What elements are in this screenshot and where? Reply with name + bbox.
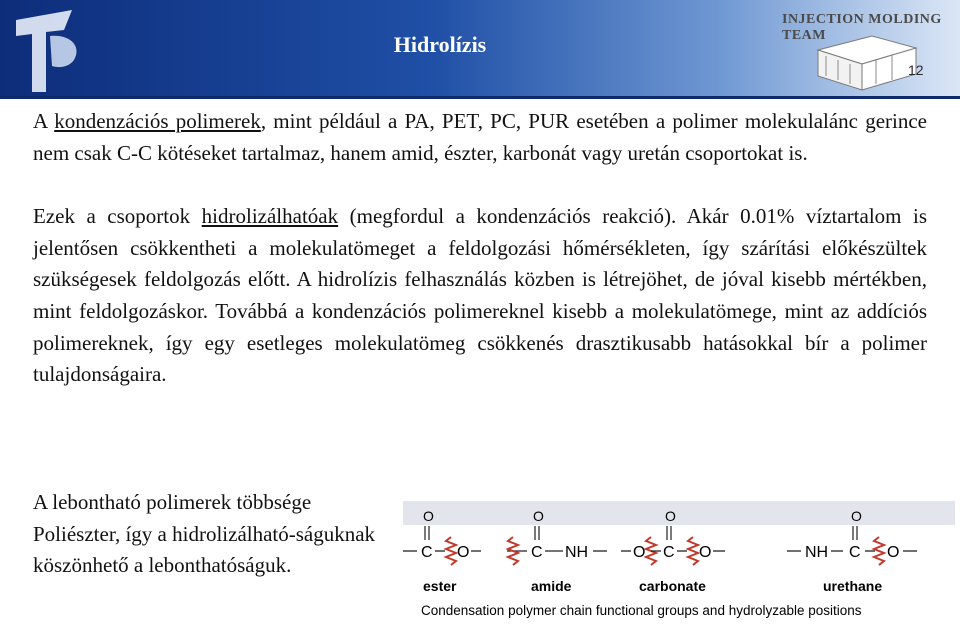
carbonyl-o: O	[851, 508, 862, 524]
group-left-atom: C	[531, 544, 543, 561]
degradable-polymers-text: A lebontható polimerek többsége Poliészter, így a hidrolizálható-ságuknak köszönhető a lebonthatóságuk.	[33, 490, 376, 578]
carbonyl-o: O	[665, 508, 676, 524]
carbonyl-o: O	[533, 508, 544, 524]
figure-caption: Condensation polymer chain functional groups and hydrolyzable positions	[421, 603, 862, 618]
group-right-atom: O	[887, 544, 900, 561]
group-carbon: C	[849, 544, 861, 561]
hydrolyzable-link[interactable]: hidrolizálhatóak	[201, 204, 339, 229]
university-logo	[12, 6, 92, 94]
slide-title: Hidrolízis	[393, 32, 487, 57]
group-label: amide	[531, 578, 572, 594]
intro-paragraph: A kondenzációs polimerek, mint például a PA, PET, PC, PUR esetében a polimer molekulalánc gerince nem csak C-C kötéseket tartalmaz, hanem amid, észter, karbonát vagy uretán csoportokat is.	[33, 109, 927, 165]
carbonyl-o: O	[423, 508, 434, 524]
group-right-atom: O	[699, 544, 712, 561]
condensation-polymers-link[interactable]: kondenzációs polimerek	[54, 109, 261, 133]
group-right-atom: O	[457, 544, 470, 561]
hydrolysis-paragraph: Ezek a csoportok hidrolizálhatóak (megfordul a kondenzációs reakció). Akár 0.01% víztartalom is jelentősen csökkentheti a molekulatömeget a feldolgozási hőmérsékleten, így szárítási előkészültek szükségesek feldolgozás előtt. A hidrolízis felhasználás közben is létrejöhet, de jóval kisebb mértékben, mint feldolgozáskor. Továbbá a kondenzációs polimereknel kisebb a molekulatömege, mint az addíciós polimereknek, így egy esetleges molekulatömeg csökkenés drasztikusabb hatásokkal bír a polimer tulajdonságaira.	[33, 204, 928, 387]
group-left-atom: O	[633, 544, 646, 561]
group-label: ester	[423, 578, 457, 594]
group-left-atom: C	[421, 544, 433, 561]
slide-body	[33, 106, 927, 391]
team-logo-text: INJECTION MOLDING TEAM	[782, 12, 942, 43]
group-carbon: C	[663, 544, 675, 561]
group-label: carbonate	[639, 578, 706, 594]
functional-groups-figure	[395, 497, 955, 625]
group-left-atom: NH	[805, 544, 829, 561]
building-logo-graphic	[812, 30, 922, 92]
page-number: 12	[908, 62, 924, 78]
figure-banner	[403, 501, 955, 525]
group-right-atom: NH	[565, 544, 589, 561]
group-label: urethane	[823, 578, 883, 594]
header-divider	[0, 96, 960, 99]
